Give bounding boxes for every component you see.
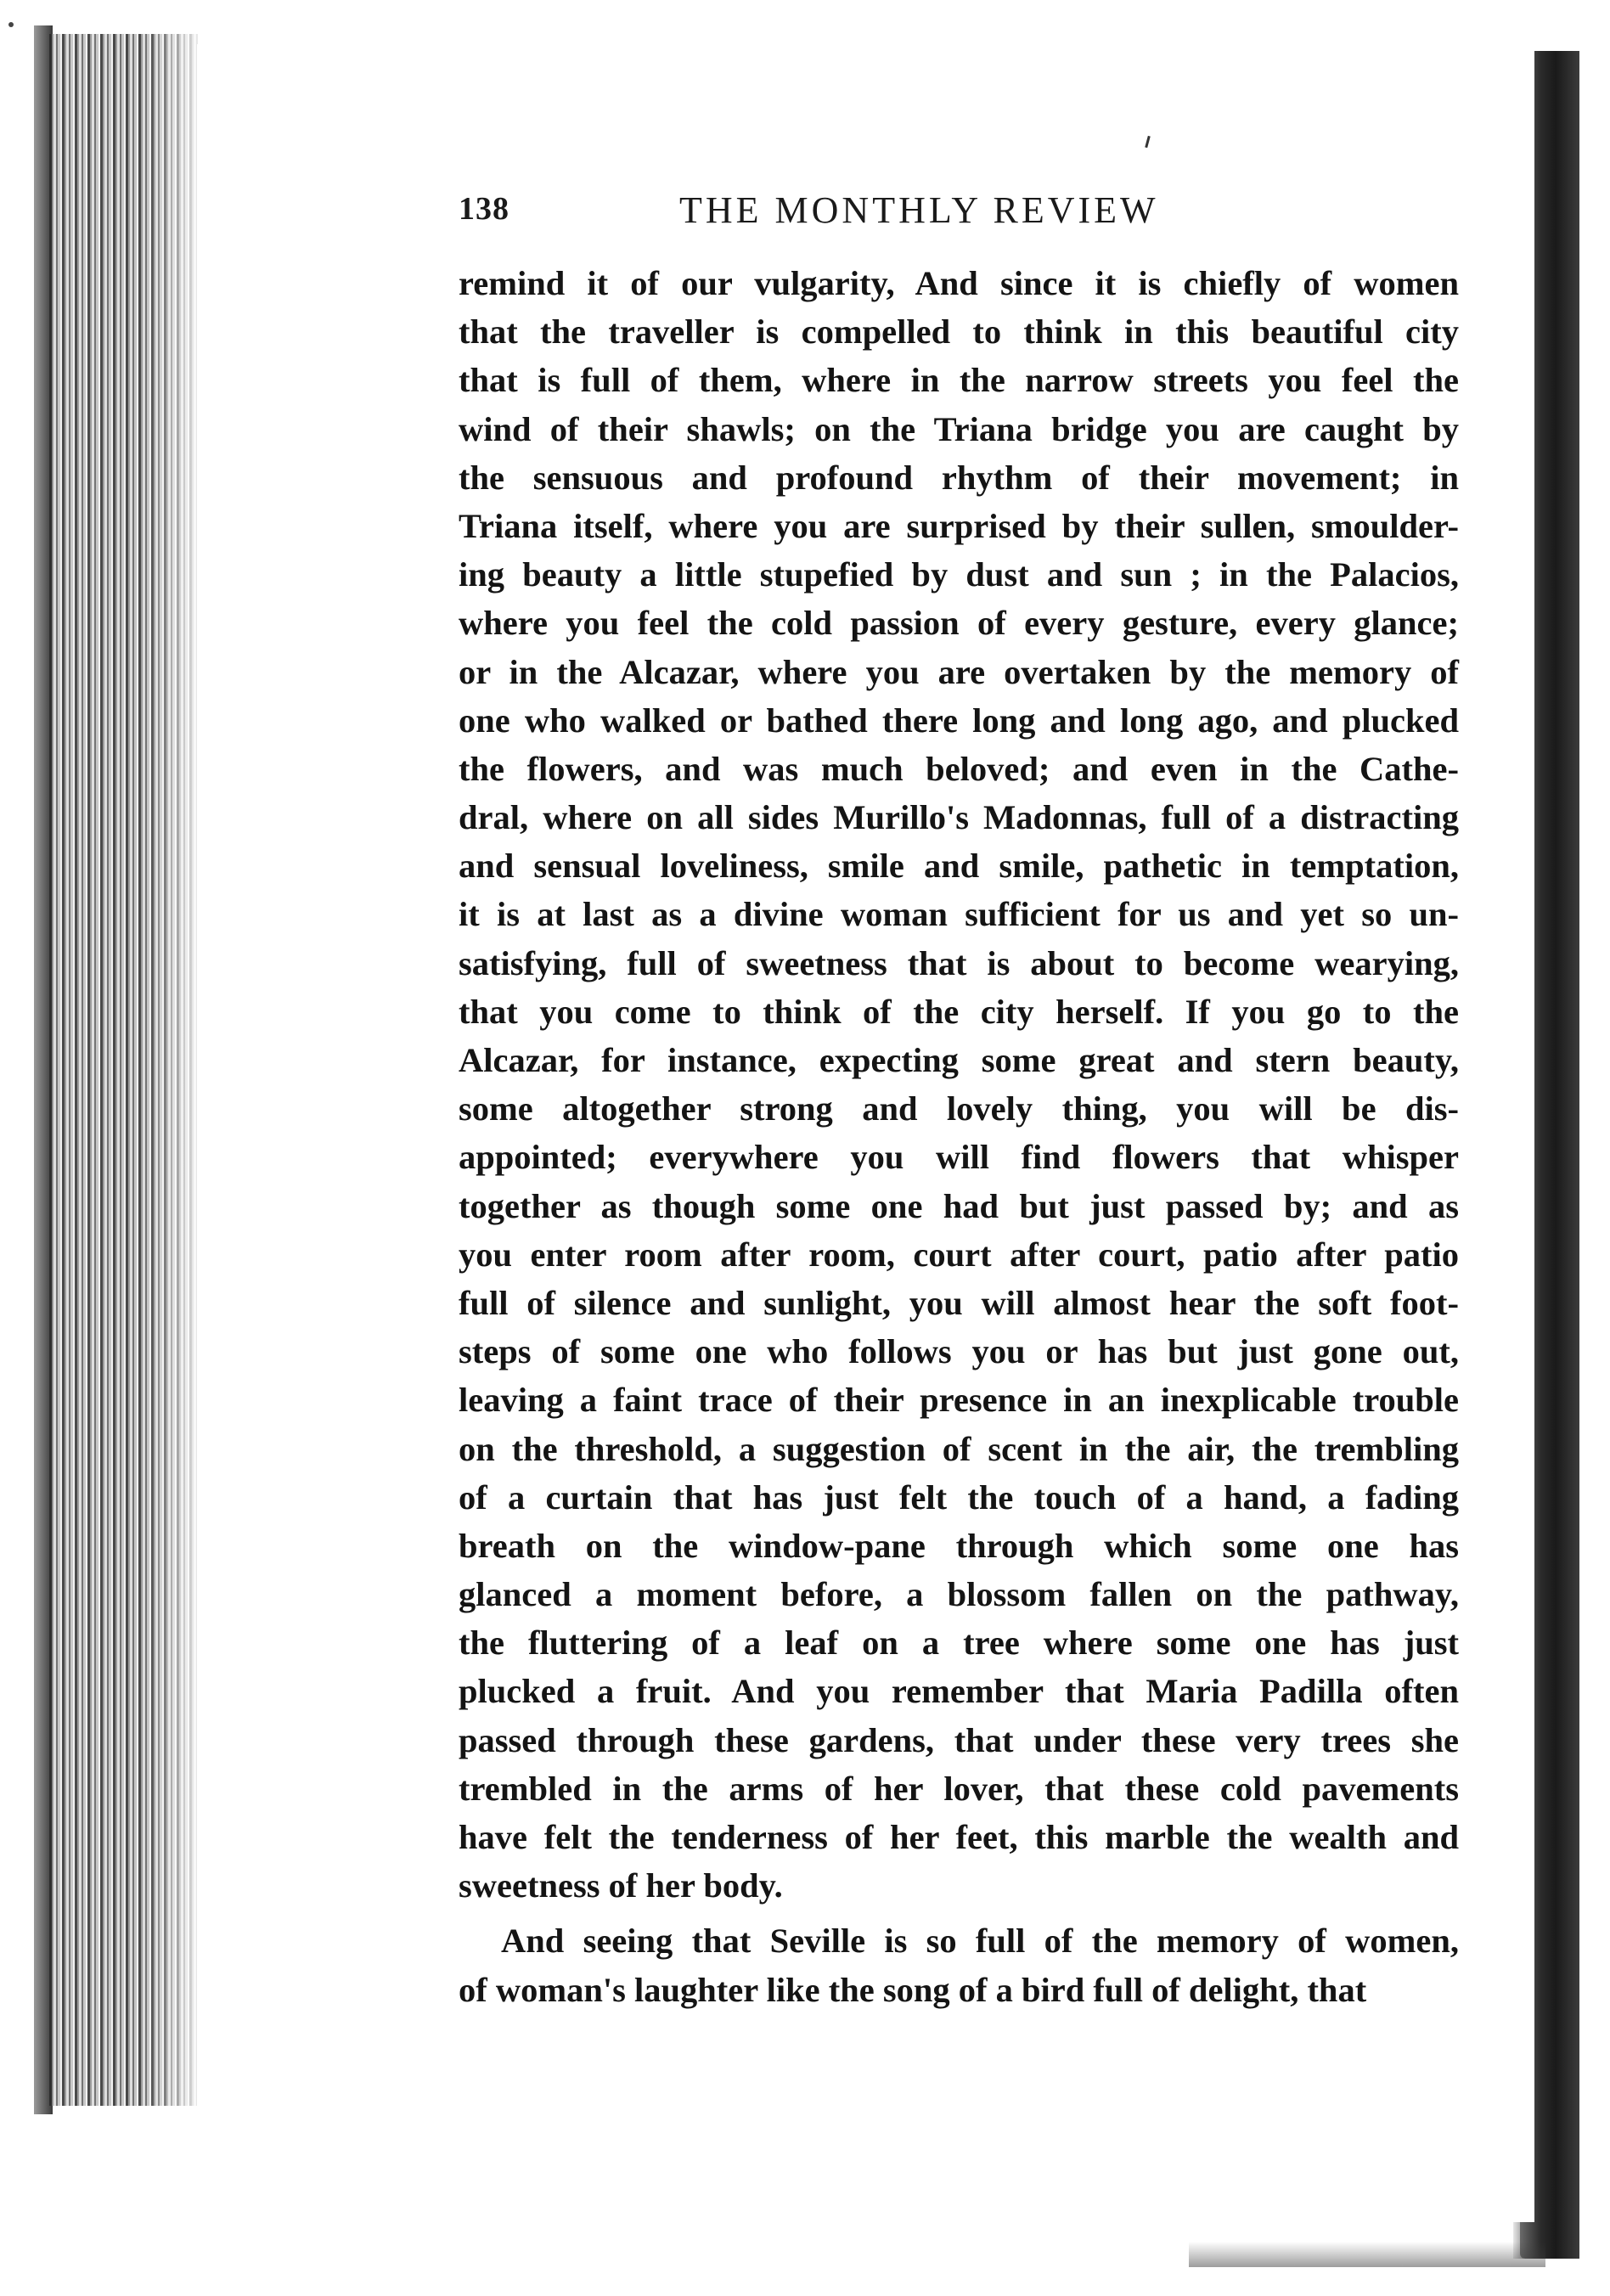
text-line: steps of some one who follows you or has but just gone out, <box>459 1332 1459 1371</box>
text-line: passed through these gardens, that under these very trees she <box>459 1720 1459 1759</box>
text-line: breath on the window-pane through which some one has <box>459 1526 1459 1565</box>
text-line: Triana itself, where you are surprised by their sullen, smoulder- <box>459 506 1459 545</box>
text-line: appointed; everywhere you will find flowers that whisper <box>459 1138 1459 1177</box>
text-line: where you feel the cold passion of every gesture, every glance; <box>459 604 1459 643</box>
text-line: some altogether strong and lovely thing, you will be dis- <box>459 1089 1459 1128</box>
dust-speck <box>8 22 14 27</box>
body-text <box>459 259 1459 2014</box>
text-line: remind it of our vulgarity, And since it is chiefly of women <box>459 264 1459 302</box>
stacked-page-edges <box>49 34 198 2106</box>
text-line: And seeing that Seville is so full of the memory of women, <box>501 1922 1459 1961</box>
text-line: have felt the tenderness of her feet, this marble the wealth and <box>459 1818 1459 1856</box>
text-line: satisfying, full of sweetness that is about to become wearying, <box>459 943 1459 982</box>
text-line: it is at last as a divine woman sufficient for us and yet so un- <box>459 895 1459 934</box>
page-number: 138 <box>459 191 509 227</box>
text-line: leaving a faint trace of their presence in an inexplicable trouble <box>459 1381 1459 1420</box>
text-line: full of silence and sunlight, you will almost hear the soft foot- <box>459 1283 1459 1322</box>
paragraph <box>459 1916 1459 2013</box>
text-line: sweetness of her body. <box>459 1866 783 1905</box>
text-line: that is full of them, where in the narrow streets you feel the <box>459 361 1459 400</box>
text-line: you enter room after room, court after court, patio after patio <box>459 1235 1459 1274</box>
paragraph-gap <box>459 1910 1459 1916</box>
text-line: and sensual loveliness, smile and smile, pathetic in temptation, <box>459 847 1459 886</box>
text-line: together as though some one had but just passed by; and as <box>459 1186 1459 1225</box>
text-line: plucked a fruit. And you remember that Maria Padilla often <box>459 1672 1459 1711</box>
text-line: or in the Alcazar, where you are overtaken by the memory of <box>459 652 1459 691</box>
text-line: of woman's laughter like the song of a bird full of delight, that <box>459 1970 1367 2009</box>
journal-title: THE MONTHLY REVIEW <box>679 189 1159 231</box>
text-line: wind of their shawls; on the Triana bridge you are caught by <box>459 409 1459 448</box>
text-line: glanced a moment before, a blossom fallen on the pathway, <box>459 1575 1459 1614</box>
paragraph <box>459 259 1459 1910</box>
bottom-shadow <box>1189 2242 1545 2267</box>
text-line: the sensuous and profound rhythm of their movement; in <box>459 458 1459 497</box>
running-head <box>459 189 1461 239</box>
text-line: Alcazar, for instance, expecting some great and stern beauty, <box>459 1041 1459 1079</box>
text-line: the flowers, and was much beloved; and even in the Cathe- <box>459 749 1459 788</box>
text-line: dral, where on all sides Murillo's Madonnas, full of a distracting <box>459 798 1459 837</box>
text-line: on the threshold, a suggestion of scent in the air, the trembling <box>459 1429 1459 1468</box>
text-line: that you come to think of the city herself. If you go to the <box>459 992 1459 1031</box>
text-line: ing beauty a little stupefied by dust and sun ; in the Palacios, <box>459 555 1459 594</box>
text-line: trembled in the arms of her lover, that these cold pavements <box>459 1769 1459 1808</box>
text-line: the fluttering of a leaf on a tree where some one has just <box>459 1624 1459 1663</box>
text-line: one who walked or bathed there long and long ago, and plucked <box>459 701 1459 740</box>
text-line: that the traveller is compelled to think in this beautiful city <box>459 312 1459 352</box>
text-line: of a curtain that has just felt the touch of a hand, a fading <box>459 1477 1459 1517</box>
